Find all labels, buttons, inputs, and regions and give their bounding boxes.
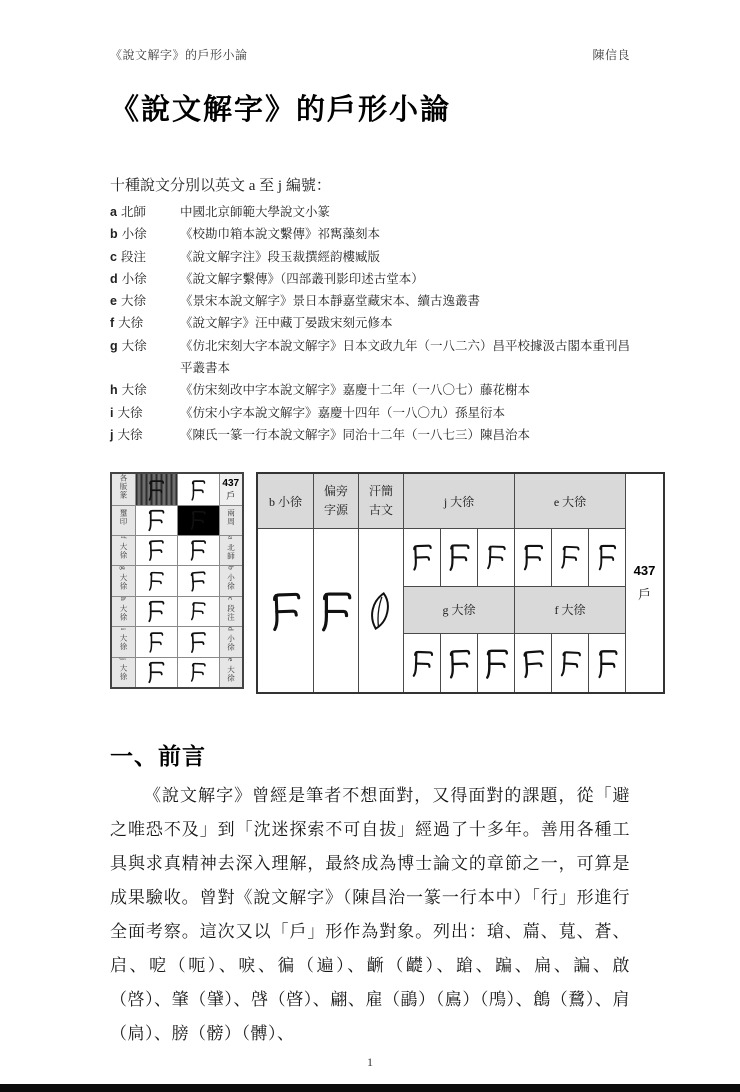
table-row [111,596,243,627]
running-header-author: 陳信良 [592,48,630,62]
seal-hu-glyph [441,633,478,693]
seal-hu-glyph-rubbing [135,473,177,505]
edition-desc: 《仿宋刻改中字本說文解字》嘉慶十二年（一八〇七）藤花榭本 [180,383,531,398]
edition-desc: 《說文解字繫傳》（四部叢刊影印述古堂本） [180,271,424,286]
seal-hu-glyph [177,657,219,688]
row-label-cell: f 大徐 [111,535,135,565]
running-header-title: 《說文解字》的戶形小論 [110,48,248,62]
list-item [110,290,630,312]
edition-desc: 《陳氏一篆一行本說文解字》同治十二年（一八七三）陳昌治本 [180,427,531,442]
seal-hu-glyph [135,596,177,627]
row-label-cell: d 小徐 [219,627,243,658]
seal-hu-glyph [177,596,219,627]
figures-row [110,472,740,694]
edition-desc: 《景宋本說文解字》景日本靜嘉堂藏宋本、續古逸叢書 [180,294,481,309]
row-label-cell: g 大徐 [111,565,135,596]
seal-hu-glyph [135,627,177,658]
header-cell-b: b 小徐 [257,473,314,528]
row-label-cell: b 小徐 [219,565,243,596]
edition-desc: 中國北京師範大學說文小篆 [180,205,331,219]
header-cell-j: j 大徐 [404,473,515,528]
row-label-cell: 兩周 [219,505,243,535]
entry-number-cell: 437 戶 [626,473,665,693]
table-row [111,473,243,505]
figure-right-table [256,472,665,694]
seal-hu-glyph [177,627,219,658]
page-bottom-edge [0,1084,740,1092]
edition-desc: 《校勘巾箱本說文繫傳》祁寯藻刻本 [180,227,381,242]
seal-hu-glyph [589,528,626,586]
row-label-cell: e 大徐 [219,657,243,688]
figure-left-table [110,472,244,689]
edition-label: d 小徐 [110,271,147,286]
header-cell-pianpang: 偏旁字源 [314,473,359,528]
edition-label: e 大徐 [110,294,146,309]
row-label-cell: c 段注 [219,596,243,627]
list-item [110,402,630,424]
edition-label: a 北師 [110,205,146,219]
list-item [110,335,630,380]
editions-intro: 十種說文分別以英文 a 至 j 編號： [110,178,331,194]
entry-number-cell: 437 戶 [219,473,243,505]
seal-hu-glyph [177,535,219,565]
table-header-row [257,473,664,528]
row-label-cell: h 大徐 [111,596,135,627]
seal-hu-glyph [177,565,219,596]
edition-label: h 大徐 [110,383,147,398]
seal-hu-glyph-b [257,528,314,693]
edition-desc: 《說文解字》汪中藏丁晏跋宋刻元修本 [180,316,393,331]
seal-hu-glyph [478,633,515,693]
edition-desc: 《仿北宋刻大字本說文解字》日本文政九年（一八二六）昌平校據汲古閣本重刊昌平叢書本 [180,338,631,376]
seal-hu-glyph [404,528,441,586]
edition-label: b 小徐 [110,227,147,242]
seal-hu-glyph [135,505,177,535]
body-paragraph: 《說文解字》曾經是筆者不想面對，又得面對的課題，從「避之唯恐不及」到「沈迷探索不可自拔」經過了十多年。善用各種工具與求真精神去深入理解，最終成為博士論文的章節之一，可算是成果驗收。曾對《說文解字》（陳昌治一篆一行本中）「行」形進行全面考察。這次又以「戶」形作為對象。列出：瑲、萹、萈、蒼、启、呝（呃）、唳、徧（遍）、齭（齼）、蹌、蹁、扁、諞、啟（啓）、肇（肈）、啔（晵）、翩、雇（鶝）（鳸）（鳲）、鶬（䳱）、肩（扃）、膀（髈）（髆）、 [110,786,630,1044]
row-label-cell: a 北師 [219,535,243,565]
section-heading: 一、前言 [110,744,206,770]
editions-list [110,201,630,446]
table-row [111,535,243,565]
table-row [111,657,243,688]
seal-hu-glyph [478,528,515,586]
seal-hu-glyph-pianpang [314,528,359,693]
seal-hu-glyph [135,565,177,596]
row-label-cell: 璽印 [111,505,135,535]
edition-desc: 《仿宋小字本說文解字》嘉慶十四年（一八〇九）孫星衍本 [180,405,506,420]
list-item [110,424,630,446]
seal-hu-glyph-inverted [177,505,219,535]
seal-hu-glyph [135,657,177,688]
seal-hu-glyph [589,633,626,693]
table-row [257,528,664,586]
list-item [110,312,630,334]
header-cell-hanjian: 汗簡古文 [359,473,404,528]
hanjian-guwen-leaf-glyph [359,528,404,693]
header-cell-f: f 大徐 [515,586,626,633]
seal-hu-glyph [515,633,552,693]
table-row [111,565,243,596]
list-item [110,223,630,245]
seal-hu-glyph [404,633,441,693]
edition-label: i 大徐 [110,405,143,420]
seal-hu-glyph [552,633,589,693]
list-item [110,246,630,268]
seal-hu-glyph [515,528,552,586]
list-item [110,201,630,223]
row-label-cell: i 大徐 [111,627,135,658]
edition-label: g 大徐 [110,338,147,353]
seal-hu-glyph [177,473,219,505]
edition-label: c 段注 [110,249,146,264]
seal-hu-glyph [552,528,589,586]
seal-hu-glyph [441,528,478,586]
list-item [110,379,630,401]
page-title: 《說文解字》的戶形小論 [110,94,452,126]
running-header [110,46,630,63]
header-cell-g: g 大徐 [404,586,515,633]
edition-label: f 大徐 [110,316,144,331]
page-number: 1 [367,1055,373,1070]
table-row [111,505,243,535]
list-item [110,268,630,290]
header-cell-e: e 大徐 [515,473,626,528]
seal-hu-glyph [135,535,177,565]
row-label-cell: j 大徐 [111,657,135,688]
edition-label: j 大徐 [110,427,143,442]
row-label-cell: 各版篆 [111,473,135,505]
edition-desc: 《說文解字注》段玉裁撰經韵樓臧版 [180,249,381,264]
table-row [111,627,243,658]
